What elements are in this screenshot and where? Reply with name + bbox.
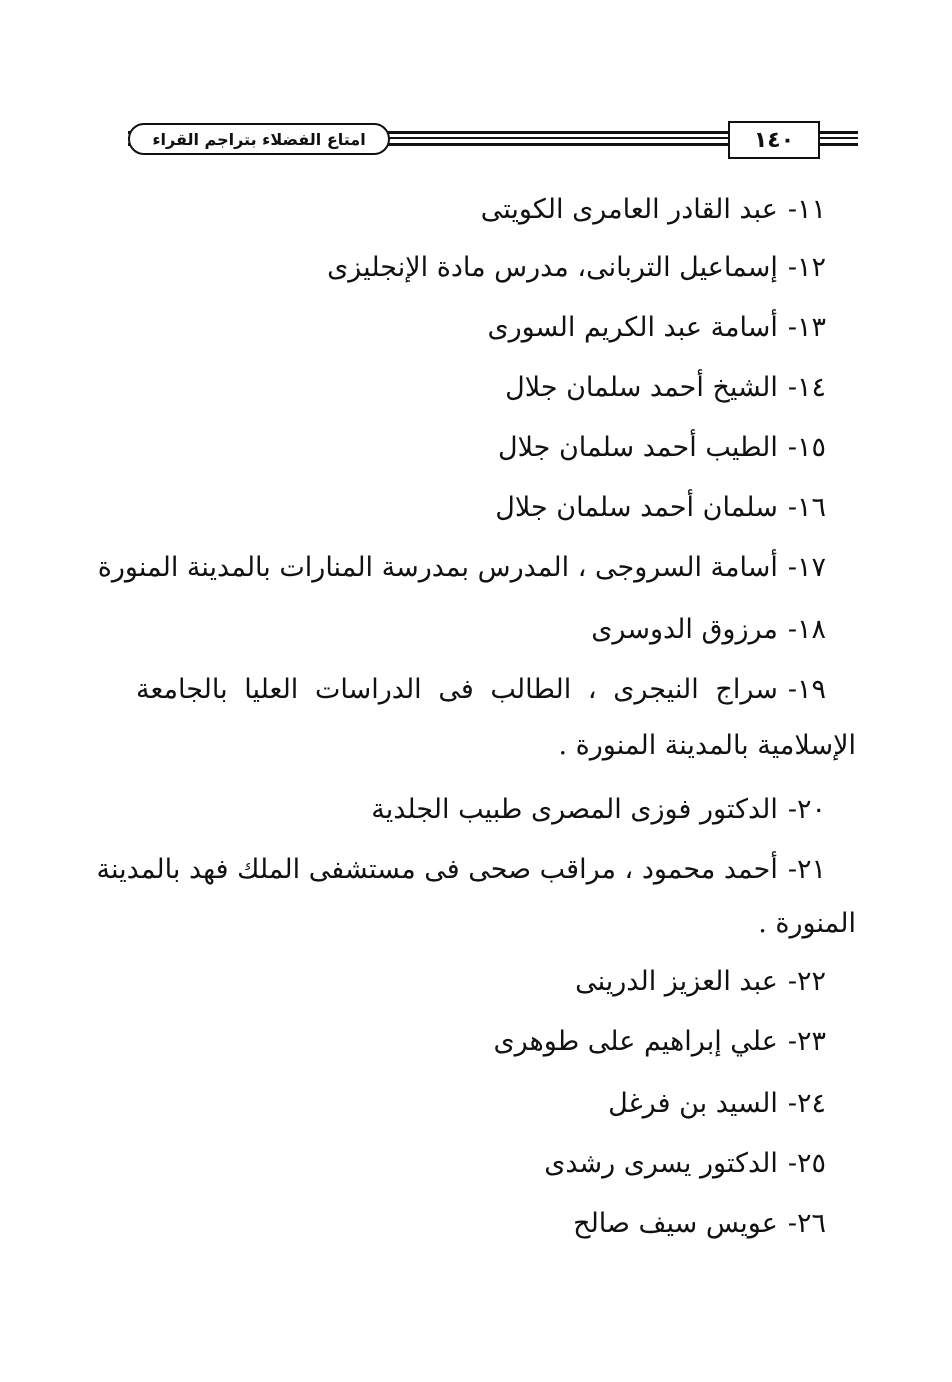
list-item: [327, 248, 826, 288]
item-number: ٢٥-: [787, 1148, 826, 1179]
list-item: [608, 1084, 826, 1124]
item-text: علي إبراهيم على طوهرى: [493, 1026, 778, 1057]
list-item: [494, 1022, 826, 1062]
item-text: الشيخ أحمد سلمان جلال: [505, 372, 778, 403]
item-text: أسامة السروجى ، المدرس بمدرسة المنارات بالمدينة المنورة: [97, 552, 778, 583]
item-number: ٢٠-: [787, 794, 826, 825]
item-number: ٢٣-: [787, 1026, 826, 1057]
page-header: [128, 121, 858, 165]
item-text: سراج النيجرى ، الطالب فى الدراسات العليا بالجامعة: [136, 674, 778, 705]
item-number: ١٧-: [787, 552, 826, 583]
list-item: [573, 1204, 826, 1244]
item-text: أحمد محمود ، مراقب صحى فى مستشفى الملك فهد بالمدينة: [96, 854, 778, 885]
item-text: عبد القادر العامرى الكويتى: [480, 194, 778, 225]
item-number: ١٨-: [787, 614, 826, 645]
list-item: [544, 1144, 826, 1184]
item-text: أسامة عبد الكريم السورى: [487, 312, 778, 343]
list-item: [495, 488, 826, 528]
item-text: إسماعيل التربانى، مدرس مادة الإنجليزى: [327, 252, 778, 283]
item-text: سلمان أحمد سلمان جلال: [495, 492, 778, 523]
list-item: [371, 790, 826, 830]
list-item: [96, 850, 826, 890]
item-number: ٢١-: [787, 854, 826, 885]
item-text: الدكتور فوزى المصرى طبيب الجلدية: [371, 794, 778, 825]
item-text: السيد بن فرغل: [608, 1088, 778, 1119]
page-number: ١٤٠: [728, 121, 820, 159]
item-number: ١٣-: [787, 312, 826, 343]
item-number: ١١-: [787, 194, 826, 225]
item-number: ١٩-: [787, 674, 826, 705]
list-item: [591, 610, 826, 650]
item-number: ٢٦-: [787, 1208, 826, 1239]
item-number: ٢٢-: [787, 966, 826, 997]
item-number: ١٥-: [787, 432, 826, 463]
item-text: الطيب أحمد سلمان جلال: [497, 432, 778, 463]
list-item: [575, 962, 826, 1002]
item-text: الدكتور يسرى رشدى: [544, 1148, 778, 1179]
item-number: ١٤-: [787, 372, 826, 403]
list-item: [481, 190, 826, 230]
list-item: [505, 368, 826, 408]
list-item: [98, 548, 826, 588]
list-item: [487, 308, 826, 348]
item-text: مرزوق الدوسرى: [591, 614, 778, 645]
list-item-continuation: الإسلامية بالمدينة المنورة .: [558, 730, 856, 761]
item-text: عويس سيف صالح: [573, 1208, 778, 1239]
item-number: ١٢-: [787, 252, 826, 283]
list-item-continuation: المنورة .: [758, 908, 856, 939]
item-number: ١٦-: [787, 492, 826, 523]
list-item: [498, 428, 826, 468]
item-text: عبد العزيز الدرينى: [575, 966, 778, 997]
running-title: امتاع الفضلاء بتراجم القراء: [128, 123, 390, 155]
item-number: ٢٤-: [787, 1088, 826, 1119]
list-item: [136, 670, 826, 710]
